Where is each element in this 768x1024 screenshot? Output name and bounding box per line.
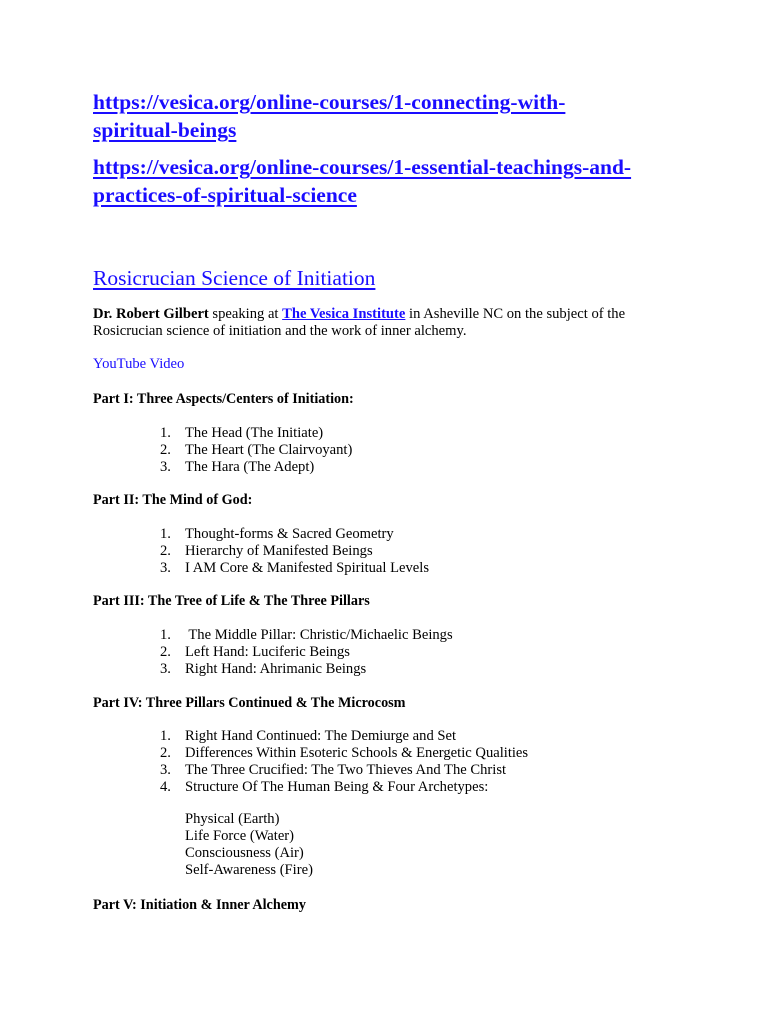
list-item	[160, 543, 429, 560]
part-heading: Part I: Three Aspects/Centers of Initiation:	[93, 391, 354, 407]
intro-text: in Asheville NC on the subject of the	[405, 306, 626, 322]
list-number: 1.	[160, 526, 171, 542]
list-item	[160, 661, 453, 678]
list-text: The Head (The Initiate)	[185, 425, 324, 441]
list-text: I AM Core & Manifested Spiritual Levels	[185, 559, 429, 576]
list-number: 1.	[160, 728, 171, 744]
list-item	[160, 745, 528, 762]
speaker-name: Dr. Robert Gilbert	[93, 306, 209, 322]
list-number: 3.	[160, 660, 171, 677]
course-link-essential-teachings[interactable]	[93, 153, 693, 209]
course-link-line: spiritual-beings	[93, 118, 237, 142]
list-text: Right Hand: Ahrimanic Beings	[185, 660, 367, 677]
list-number: 4.	[160, 778, 171, 795]
list-number: 1.	[160, 425, 171, 441]
list-text: The Hara (The Adept)	[185, 458, 315, 475]
part-heading: Part IV: Three Pillars Continued & The Microcosm	[93, 695, 406, 711]
list-text: The Heart (The Clairvoyant)	[185, 441, 353, 458]
course-link-line: https://vesica.org/online-courses/1-connecting-with-	[93, 90, 566, 114]
list-text: Thought-forms & Sacred Geometry	[185, 526, 394, 542]
list-number: 3.	[160, 559, 171, 576]
list-item	[160, 459, 352, 476]
list-text: Hierarchy of Manifested Beings	[185, 542, 373, 559]
part-heading: Part II: The Mind of God:	[93, 492, 253, 508]
intro-paragraph	[93, 306, 683, 340]
section-title[interactable]: Rosicrucian Science of Initiation	[93, 266, 376, 290]
part-list	[160, 425, 352, 476]
list-number: 2.	[160, 542, 171, 559]
list-number: 2.	[160, 643, 171, 660]
archetype-item: Life Force (Water)	[185, 827, 295, 844]
part-list	[160, 526, 429, 577]
list-item	[160, 644, 453, 661]
archetype-list	[185, 811, 313, 879]
vesica-institute-link[interactable]: The Vesica Institute	[282, 306, 406, 322]
part-heading: Part V: Initiation & Inner Alchemy	[93, 897, 306, 913]
list-number: 2.	[160, 441, 171, 458]
part-list	[160, 728, 528, 796]
list-item	[160, 425, 352, 442]
youtube-video-link[interactable]: YouTube Video	[93, 356, 185, 372]
list-text: Left Hand: Luciferic Beings	[185, 643, 350, 660]
list-text: The Three Crucified: The Two Thieves And The Christ	[185, 761, 507, 778]
course-link-line: practices-of-spiritual-science	[93, 183, 357, 207]
archetype-item: Consciousness (Air)	[185, 844, 304, 861]
list-number: 2.	[160, 744, 171, 761]
part-heading: Part III: The Tree of Life & The Three Pillars	[93, 593, 370, 609]
list-number: 3.	[160, 761, 171, 778]
list-item	[160, 728, 528, 745]
intro-text: Rosicrucian science of initiation and the work of inner alchemy.	[93, 323, 467, 339]
archetype-item: Self-Awareness (Fire)	[185, 861, 313, 878]
list-number: 3.	[160, 458, 171, 475]
list-item	[160, 779, 528, 796]
list-item	[160, 560, 429, 577]
list-text: Structure Of The Human Being & Four Archetypes:	[185, 778, 489, 795]
list-item	[160, 442, 352, 459]
list-text: Right Hand Continued: The Demiurge and Set	[185, 728, 457, 744]
course-link-line: https://vesica.org/online-courses/1-essential-teachings-and-	[93, 155, 632, 179]
archetype-item: Physical (Earth)	[185, 811, 280, 827]
list-item	[160, 762, 528, 779]
list-item	[160, 526, 429, 543]
list-text: Differences Within Esoteric Schools & Energetic Qualities	[185, 744, 529, 761]
list-text: The Middle Pillar: Christic/Michaelic Beings	[185, 627, 453, 643]
intro-text: speaking at	[208, 306, 283, 322]
part-list	[160, 627, 453, 678]
list-number: 1.	[160, 627, 171, 643]
course-link-connecting-with-spiritual-beings[interactable]	[93, 88, 693, 144]
list-item	[160, 627, 453, 644]
